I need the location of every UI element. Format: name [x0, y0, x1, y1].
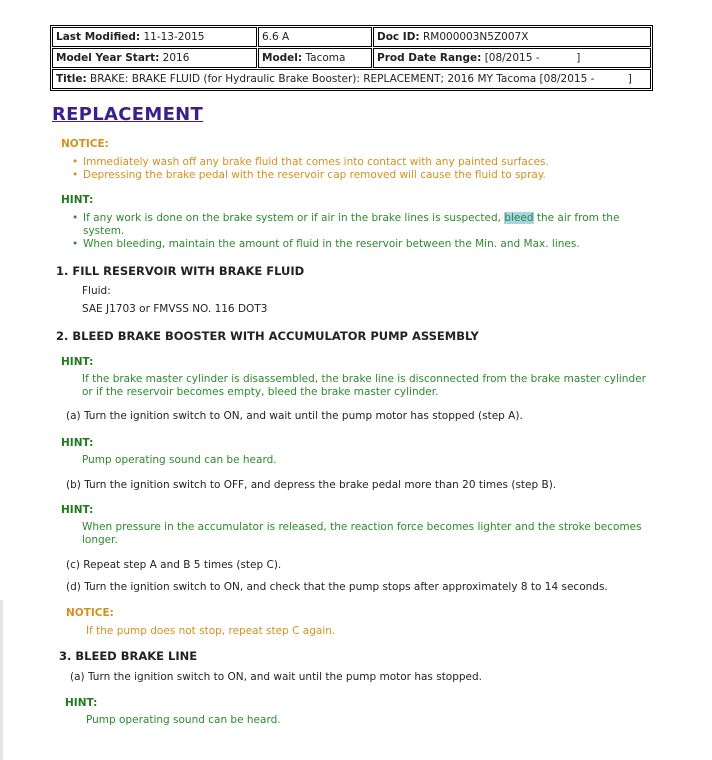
- hint-text: Pump operating sound can be heard.: [86, 714, 281, 726]
- hint-heading: HINT:: [61, 356, 94, 368]
- hint-text: When pressure in the accumulator is released, the reaction force becomes lighter and the stroke becomes longer.: [82, 521, 642, 546]
- prod-date-cell: Prod Date Range: [08/2015 - ]: [373, 48, 651, 68]
- list-item: • When bleeding, maintain the amount of fluid in the reservoir between the Min. and Max. lines.: [72, 238, 647, 251]
- prod-date-value: [08/2015 - ]: [484, 52, 581, 64]
- model-cell: Model: Tacoma: [258, 48, 372, 68]
- list-item: • Depressing the brake pedal with the reservoir cap removed will cause the fluid to spray.: [72, 169, 632, 182]
- hint-heading: HINT:: [61, 437, 94, 449]
- hint-list: [72, 212, 647, 251]
- fluid-value: SAE J1703 or FMVSS NO. 116 DOT3: [82, 303, 268, 315]
- list-item: • Immediately wash off any brake fluid that comes into contact with any painted surfaces.: [72, 156, 632, 169]
- last-modified-cell: Last Modified: 11-13-2015: [52, 27, 257, 47]
- substep-d: (d) Turn the ignition switch to ON, and check that the pump stops after approximately 8 to 14 seconds.: [66, 581, 608, 593]
- last-modified-value: 11-13-2015: [143, 31, 205, 43]
- title-cell: Title: BRAKE: BRAKE FLUID (for Hydraulic Brake Booster): REPLACEMENT; 2016 MY Tacoma [08/2015 - ]: [52, 69, 651, 89]
- notice-text: If the pump does not stop, repeat step C again.: [86, 625, 336, 637]
- substep-a: (a) Turn the ignition switch to ON, and wait until the pump motor has stopped (step A).: [66, 410, 523, 422]
- step-3-title: 3. BLEED BRAKE LINE: [59, 649, 198, 663]
- model-year-cell: Model Year Start: 2016: [52, 48, 257, 68]
- model-year-value: 2016: [162, 52, 190, 64]
- highlighted-word: bleed: [504, 212, 534, 224]
- hint-text: If the brake master cylinder is disassembled, the brake line is disconnected from the brake master cylinder or if the reservoir becomes empty, bleed the brake master cylinder.: [82, 373, 646, 398]
- hint-text: Pump operating sound can be heard.: [82, 454, 277, 466]
- hint-heading: HINT:: [61, 504, 94, 516]
- title-value: BRAKE: BRAKE FLUID (for Hydraulic Brake Booster): REPLACEMENT; 2016 MY Tacoma [08/2015 - ]: [90, 73, 632, 85]
- hint-heading: HINT:: [65, 697, 98, 709]
- version-cell: 6.6 A: [258, 27, 372, 47]
- hint-heading: HINT:: [61, 194, 94, 206]
- left-edge-bar: [0, 600, 3, 760]
- document-header-table: [50, 25, 653, 91]
- substep-b: (b) Turn the ignition switch to OFF, and depress the brake pedal more than 20 times (step B).: [66, 479, 557, 491]
- list-item: • If any work is done on the brake system or if air in the brake lines is suspected, bleed the air from the system.: [72, 212, 647, 238]
- substep-a: (a) Turn the ignition switch to ON, and wait until the pump motor has stopped.: [70, 671, 483, 683]
- doc-id-value: RM000003N5Z007X: [422, 31, 529, 43]
- doc-id-cell: Doc ID: RM000003N5Z007X: [373, 27, 651, 47]
- notice-heading: NOTICE:: [66, 607, 114, 619]
- step-2-title: 2. BLEED BRAKE BOOSTER WITH ACCUMULATOR PUMP ASSEMBLY: [56, 329, 479, 343]
- step-1-title: 1. FILL RESERVOIR WITH BRAKE FLUID: [56, 264, 305, 278]
- notice-list: [72, 156, 632, 182]
- substep-c: (c) Repeat step A and B 5 times (step C).: [66, 559, 282, 571]
- model-value: Tacoma: [305, 52, 346, 64]
- fluid-label: Fluid:: [82, 285, 111, 297]
- page-title: REPLACEMENT: [52, 104, 204, 125]
- notice-heading: NOTICE:: [61, 138, 109, 150]
